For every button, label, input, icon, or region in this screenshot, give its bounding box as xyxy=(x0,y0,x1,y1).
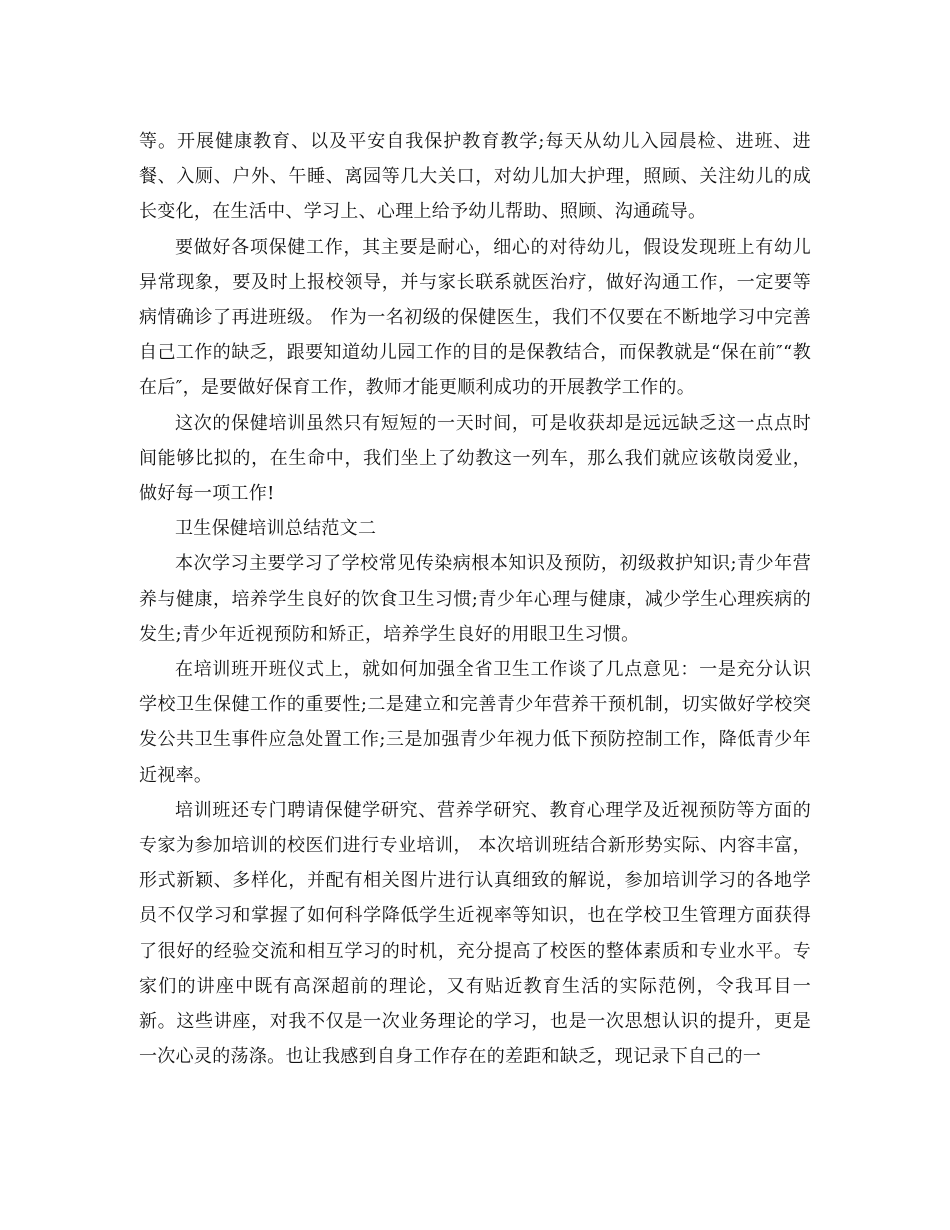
paragraph-health-work: 要做好各项保健工作，其主要是耐心，细心的对待幼儿，假设发现班上有幼儿异常现象，要及时上报校领导，并与家长联系就医治疗，做好沟通工作，一定要等病情确诊了再进班级。 作为一名初级的保健医生，我们不仅要在不断地学习中完善自己工作的缺乏，跟要知道幼儿园工作的目的是保教结合，而保教就是“保在前″“教在后″，是要做好保育工作，教师才能更顺利成功的开展教学工作的。 xyxy=(139,236,811,399)
paragraph-expert-training: 培训班还专门聘请保健学研究、营养学研究、教育心理学及近视预防等方面的专家为参加培训的校医们进行专业培训， 本次培训班结合新形势实际、内容丰富，形式新颖、多样化，并配有相关图片进行认真细致的解说，参加培训学习的各地学员不仅学习和掌握了如何科学降低学生近视率等知识，也在学校卫生管理方面获得了很好的经验交流和相互学习的时机，充分提高了校医的整体素质和专业水平。专家们的讲座中既有高深超前的理论，又有贴近教育生活的实际范例，令我耳目一新。这些讲座，对我不仅是一次业务理论的学习，也是一次思想认识的提升，更是一次心灵的荡涤。也让我感到自身工作存在的差距和缺乏，现记录下自己的一 xyxy=(139,799,811,1068)
paragraph-continued: 等。开展健康教育、以及平安自我保护教育教学;每天从幼儿入园晨检、进班、进餐、入厕、户外、午睡、离园等几大关口，对幼儿加大护理，照顾、关注幼儿的成长变化，在生活中、学习上、心理上给予幼儿帮助、照顾、沟通疏导。 xyxy=(139,131,811,223)
document-body xyxy=(139,124,811,1074)
section-heading: 卫生保健培训总结范文二 xyxy=(175,518,377,540)
paragraph-opening-ceremony: 在培训班开班仪式上，就如何加强全省卫生工作谈了几点意见：一是充分认识学校卫生保健工作的重要性;二是建立和完善青少年营养干预机制，切实做好学校突发公共卫生事件应急处置工作;三是加强青少年视力低下预防控制工作，降低青少年近视率。 xyxy=(139,659,811,786)
paragraph-training-reflection: 这次的保健培训虽然只有短短的一天时间，可是收获却是远远缺乏这一点点时间能够比拟的，在生命中，我们坐上了幼教这一列车，那么我们就应该敬岗爱业，做好每一项工作! xyxy=(139,412,811,505)
paragraph-study-content: 本次学习主要学习了学校常见传染病根本知识及预防，初级救护知识;青少年营养与健康，培养学生良好的饮食卫生习惯;青少年心理与健康，减少学生心理疾病的发生;青少年近视预防和矫正，培养学生良好的用眼卫生习惯。 xyxy=(139,553,811,645)
